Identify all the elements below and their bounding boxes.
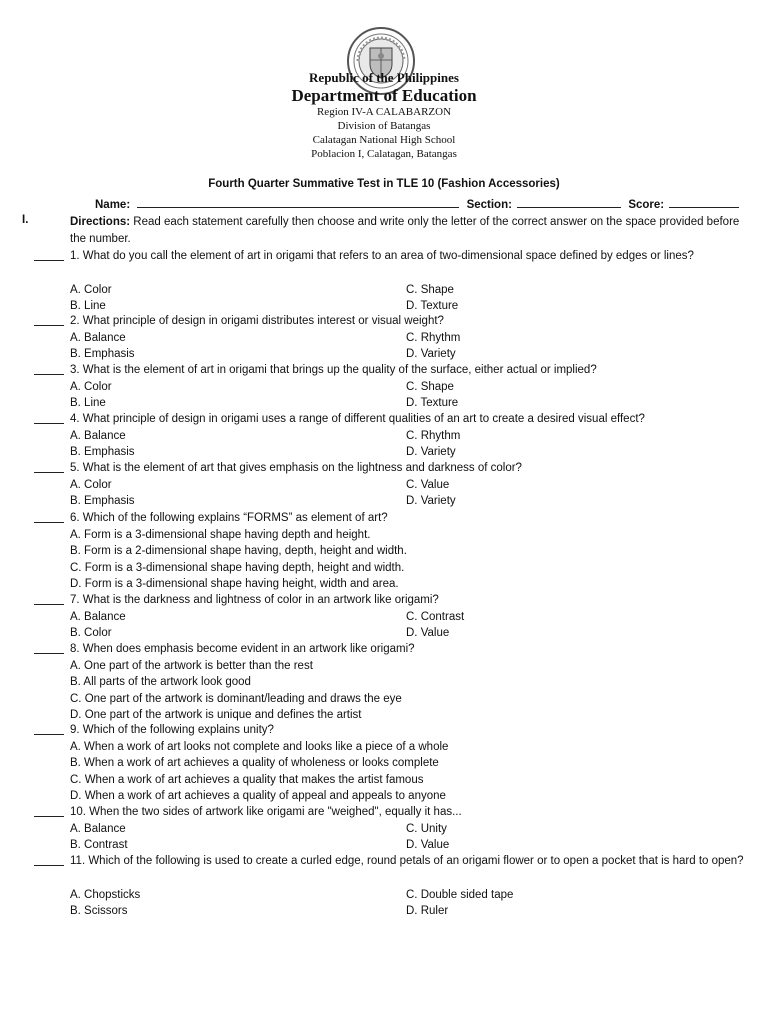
answer-option: C. Form is a 3-dimensional shape having depth, height and width.	[70, 561, 405, 574]
question-text: 2. What principle of design in origami distributes interest or visual weight?	[70, 315, 444, 327]
answer-option: A. Chopsticks	[70, 888, 141, 901]
answer-blank[interactable]	[34, 865, 64, 866]
question-text: 9. Which of the following explains unity?	[70, 724, 274, 736]
answer-option: D. When a work of art achieves a quality of appeal and appeals to anyone	[70, 789, 446, 802]
question-text: 1. What do you call the element of art in origami that refers to an area of two-dimensional space defined by edges or lines?	[70, 250, 694, 262]
answer-option: C. Shape	[406, 283, 454, 296]
score-blank[interactable]	[669, 196, 739, 208]
header-department: Department of Education	[291, 86, 477, 105]
answer-option: D. Texture	[406, 299, 459, 312]
answer-option: B. Emphasis	[70, 348, 135, 361]
answer-option: C. Rhythm	[406, 332, 461, 344]
answer-option: B. Line	[70, 299, 106, 312]
answer-option: A. Color	[70, 479, 112, 491]
answer-option: C. Value	[406, 479, 450, 491]
answer-option: C. One part of the artwork is dominant/leading and draws the eye	[70, 692, 402, 705]
question-text: 5. What is the element of art that gives emphasis on the lightness and darkness of color?	[70, 462, 522, 474]
answer-option: C. Double sided tape	[406, 888, 514, 901]
answer-option: A. Balance	[70, 332, 126, 344]
answer-option: C. Shape	[406, 381, 454, 393]
test-title: Fourth Quarter Summative Test in TLE 10 (Fashion Accessories)	[208, 178, 560, 190]
answer-option: C. Contrast	[406, 611, 465, 623]
answer-blank[interactable]	[34, 604, 64, 605]
header-region: Region IV-A CALABARZON	[316, 106, 452, 118]
answer-option: B. Emphasis	[70, 446, 135, 459]
answer-option: B. Color	[70, 627, 112, 640]
answer-option: A. Balance	[70, 611, 126, 623]
section-blank[interactable]	[517, 196, 621, 208]
answer-blank[interactable]	[34, 325, 64, 326]
answer-option: B. Line	[70, 397, 106, 410]
name-label: Name:	[95, 199, 131, 211]
answer-option: D. Texture	[406, 397, 459, 410]
part-number: I.	[22, 214, 29, 226]
header-address: Poblacion I, Calatagan, Batangas	[311, 148, 457, 160]
answer-option: A. Balance	[70, 823, 126, 835]
question-text: 6. Which of the following explains “FORMS” as element of art?	[70, 512, 388, 524]
answer-option: D. Variety	[406, 495, 456, 508]
answer-option: B. Form is a 2-dimensional shape having, depth, height and width.	[70, 545, 407, 558]
question-text: 10. When the two sides of artwork like origami are "weighed", equally it has...	[70, 806, 462, 818]
answer-blank[interactable]	[34, 522, 64, 523]
answer-option: C. Rhythm	[406, 430, 461, 442]
answer-option: D. Ruler	[406, 904, 449, 917]
answer-blank[interactable]	[34, 816, 64, 817]
answer-option: A. Form is a 3-dimensional shape having depth and height.	[70, 529, 371, 541]
question-text: 3. What is the element of art in origami that brings up the quality of the surface, either actual or implied?	[70, 364, 597, 376]
answer-option: D. Value	[406, 839, 450, 852]
answer-option: B. Emphasis	[70, 495, 135, 508]
header-republic: Republic of the Philippines	[309, 70, 459, 85]
answer-option: A. Color	[70, 381, 112, 393]
answer-option: D. Variety	[406, 446, 456, 459]
answer-option: D. Value	[406, 627, 450, 640]
answer-blank[interactable]	[34, 734, 64, 735]
directions-text: Read each statement carefully then choose and write only the letter of the correct answer on the space provided before the number.	[70, 216, 740, 245]
question-text: 8. When does emphasis become evident in an artwork like origami?	[70, 643, 415, 655]
answer-option: B. Scissors	[70, 904, 128, 917]
answer-option: D. Form is a 3-dimensional shape having height, width and area.	[70, 577, 399, 590]
answer-option: B. Contrast	[70, 839, 128, 852]
directions-label: Directions:	[70, 216, 131, 228]
answer-option: C. When a work of art achieves a quality that makes the artist famous	[70, 773, 424, 786]
answer-option: C. Unity	[406, 823, 447, 835]
answer-option: B. When a work of art achieves a quality of wholeness or looks complete	[70, 757, 439, 770]
answer-blank[interactable]	[34, 423, 64, 424]
answer-blank[interactable]	[34, 653, 64, 654]
answer-option: A. When a work of art looks not complete and looks like a piece of a whole	[70, 741, 449, 753]
answer-blank[interactable]	[34, 374, 64, 375]
question-text: 4. What principle of design in origami uses a range of different qualities of an art to create a desired visual effect?	[70, 413, 645, 425]
question-text: 11. Which of the following is used to create a curled edge, round petals of an origami flower or to open a pocket that is hard to open?	[70, 855, 744, 867]
answer-option: A. Color	[70, 283, 112, 296]
student-info-line	[95, 196, 739, 211]
name-blank[interactable]	[137, 196, 459, 208]
answer-blank[interactable]	[34, 260, 64, 261]
directions	[70, 214, 750, 247]
score-label: Score:	[628, 199, 665, 211]
answer-option: A. Balance	[70, 430, 126, 442]
answer-option: A. One part of the artwork is better than the rest	[70, 660, 313, 672]
answer-option: D. One part of the artwork is unique and defines the artist	[70, 708, 362, 721]
header-division: Division of Batangas	[337, 120, 431, 132]
answer-blank[interactable]	[34, 472, 64, 473]
answer-option: B. All parts of the artwork look good	[70, 676, 251, 689]
question-text: 7. What is the darkness and lightness of color in an artwork like origami?	[70, 594, 439, 606]
section-label: Section:	[466, 199, 512, 211]
answer-option: D. Variety	[406, 348, 456, 361]
header-school: Calatagan National High School	[312, 134, 456, 146]
